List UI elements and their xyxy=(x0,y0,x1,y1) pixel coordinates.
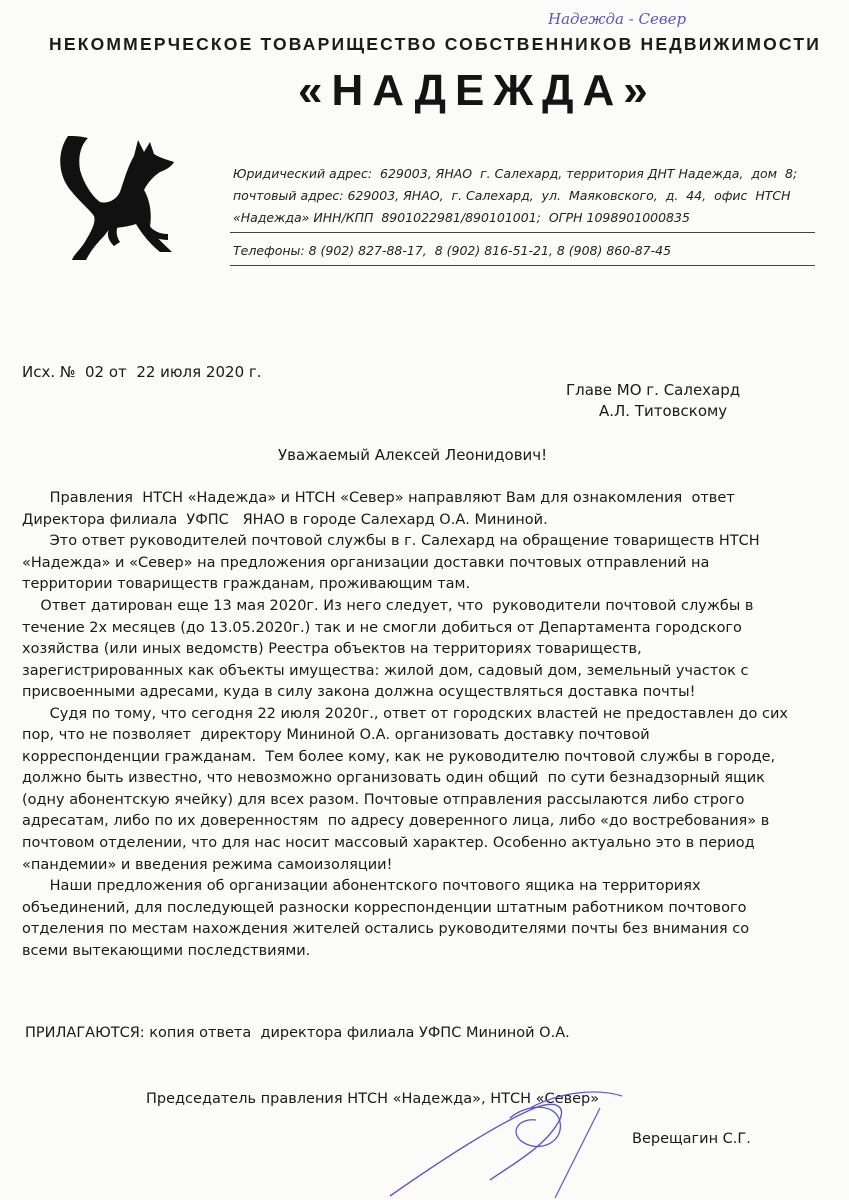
body-line: Правления НТСН «Надежда» и НТСН «Север» направляют Вам для ознакомления ответ xyxy=(22,490,735,506)
body-line: Это ответ руководителей почтовой службы в г. Салехард на обращение товариществ НТСН xyxy=(22,533,760,549)
body-line: присвоенными адресами, куда в силу закона должна осуществляться доставка почты! xyxy=(22,684,696,700)
handwritten-signature xyxy=(360,1088,640,1200)
handwritten-note-text: Надежда - Север xyxy=(548,10,687,28)
outgoing-number: Исх. № 02 от 22 июля 2020 г. xyxy=(22,363,262,381)
signatory-name: Верещагин С.Г. xyxy=(632,1131,751,1147)
body-line: всеми вытекающими последствиями. xyxy=(22,943,311,959)
organization-type: НЕКОММЕРЧЕСКОЕ ТОВАРИЩЕСТВО СОБСТВЕННИКОВ НЕДВИЖИМОСТИ xyxy=(49,34,821,54)
body-line: объединений, для последующей разноски корреспонденции штатным работником почтового xyxy=(22,900,747,916)
greeting: Уважаемый Алексей Леонидович! xyxy=(278,446,548,464)
body-line: хозяйства (или иных ведомств) Реестра объектов на территориях товариществ, xyxy=(22,641,642,657)
recipient-title: Главе МО г. Салехард xyxy=(566,381,741,399)
body-line: должно быть известно, что невозможно организовать один общий по сути безнадзорный ящик xyxy=(22,770,765,786)
body-line: Директора филиала УФПС ЯНАО в городе Салехард О.А. Мининой. xyxy=(22,512,548,528)
organization-name: «НАДЕЖДА» xyxy=(298,66,657,115)
letterhead-divider xyxy=(230,232,815,233)
body-line: территории товариществ гражданам, проживающим там. xyxy=(22,576,471,592)
body-line: «Надежда» и «Север» на предложения организации доставки почтовых отправлений на xyxy=(22,555,710,571)
body-line: Ответ датирован еще 13 мая 2020г. Из него следует, что руководители почтовой службы в xyxy=(22,598,754,614)
recipient-name: А.Л. Титовскому xyxy=(599,402,728,420)
letterhead-divider xyxy=(230,265,815,266)
attachment-note: ПРИЛАГАЮТСЯ: копия ответа директора филиала УФПС Мининой О.А. xyxy=(25,1025,570,1041)
fox-logo xyxy=(50,130,180,265)
postal-address-line: почтовый адрес: 629003, ЯНАО, г. Салехард, ул. Маяковского, д. 44, офис НТСН xyxy=(233,188,791,203)
signatory-title: Председатель правления НТСН «Надежда», НТСН «Север» xyxy=(146,1091,600,1107)
body-line: Наши предложения об организации абонентского почтового ящика на территориях xyxy=(22,878,701,894)
tax-ids-line: «Надежда» ИНН/КПП 8901022981/890101001; ОГРН 1098901000835 xyxy=(233,210,690,225)
body-line: адресатам, либо по их доверенностям по адресу доверенного лица, либо «до востребования» в xyxy=(22,813,770,829)
legal-address-line: Юридический адрес: 629003, ЯНАО г. Салехард, территория ДНТ Надежда, дом 8; xyxy=(233,166,798,181)
body-line: течение 2х месяцев (до 13.05.2020г.) так и не смогли добиться от Департамента городского xyxy=(22,620,742,636)
body-line: зарегистрированных как объекты имущества: жилой дом, садовый дом, земельный участок с xyxy=(22,663,749,679)
body-line: (одну абонентскую ячейку) для всех разом. Почтовые отправления рассылаются либо строго xyxy=(22,792,745,808)
body-line: Судя по тому, что сегодня 22 июля 2020г., ответ от городских властей не предоставлен до сих xyxy=(22,706,788,722)
body-line: «пандемии» и введения режима самоизоляции! xyxy=(22,857,393,873)
body-line: почтовом отделении, что для нас носит массовый характер. Особенно актуально это в период xyxy=(22,835,755,851)
body-line: пор, что не позволяет директору Мининой О.А. организовать доставку почтовой xyxy=(22,727,650,743)
phones-line: Телефоны: 8 (902) 827-88-17, 8 (902) 816-51-21, 8 (908) 860-87-45 xyxy=(233,243,672,258)
body-line: отделения по местам нахождения жителей остались руководителями почты без внимания со xyxy=(22,921,750,937)
body-line: корреспонденции гражданам. Тем более кому, как не руководителю почтовой службы в городе, xyxy=(22,749,776,765)
